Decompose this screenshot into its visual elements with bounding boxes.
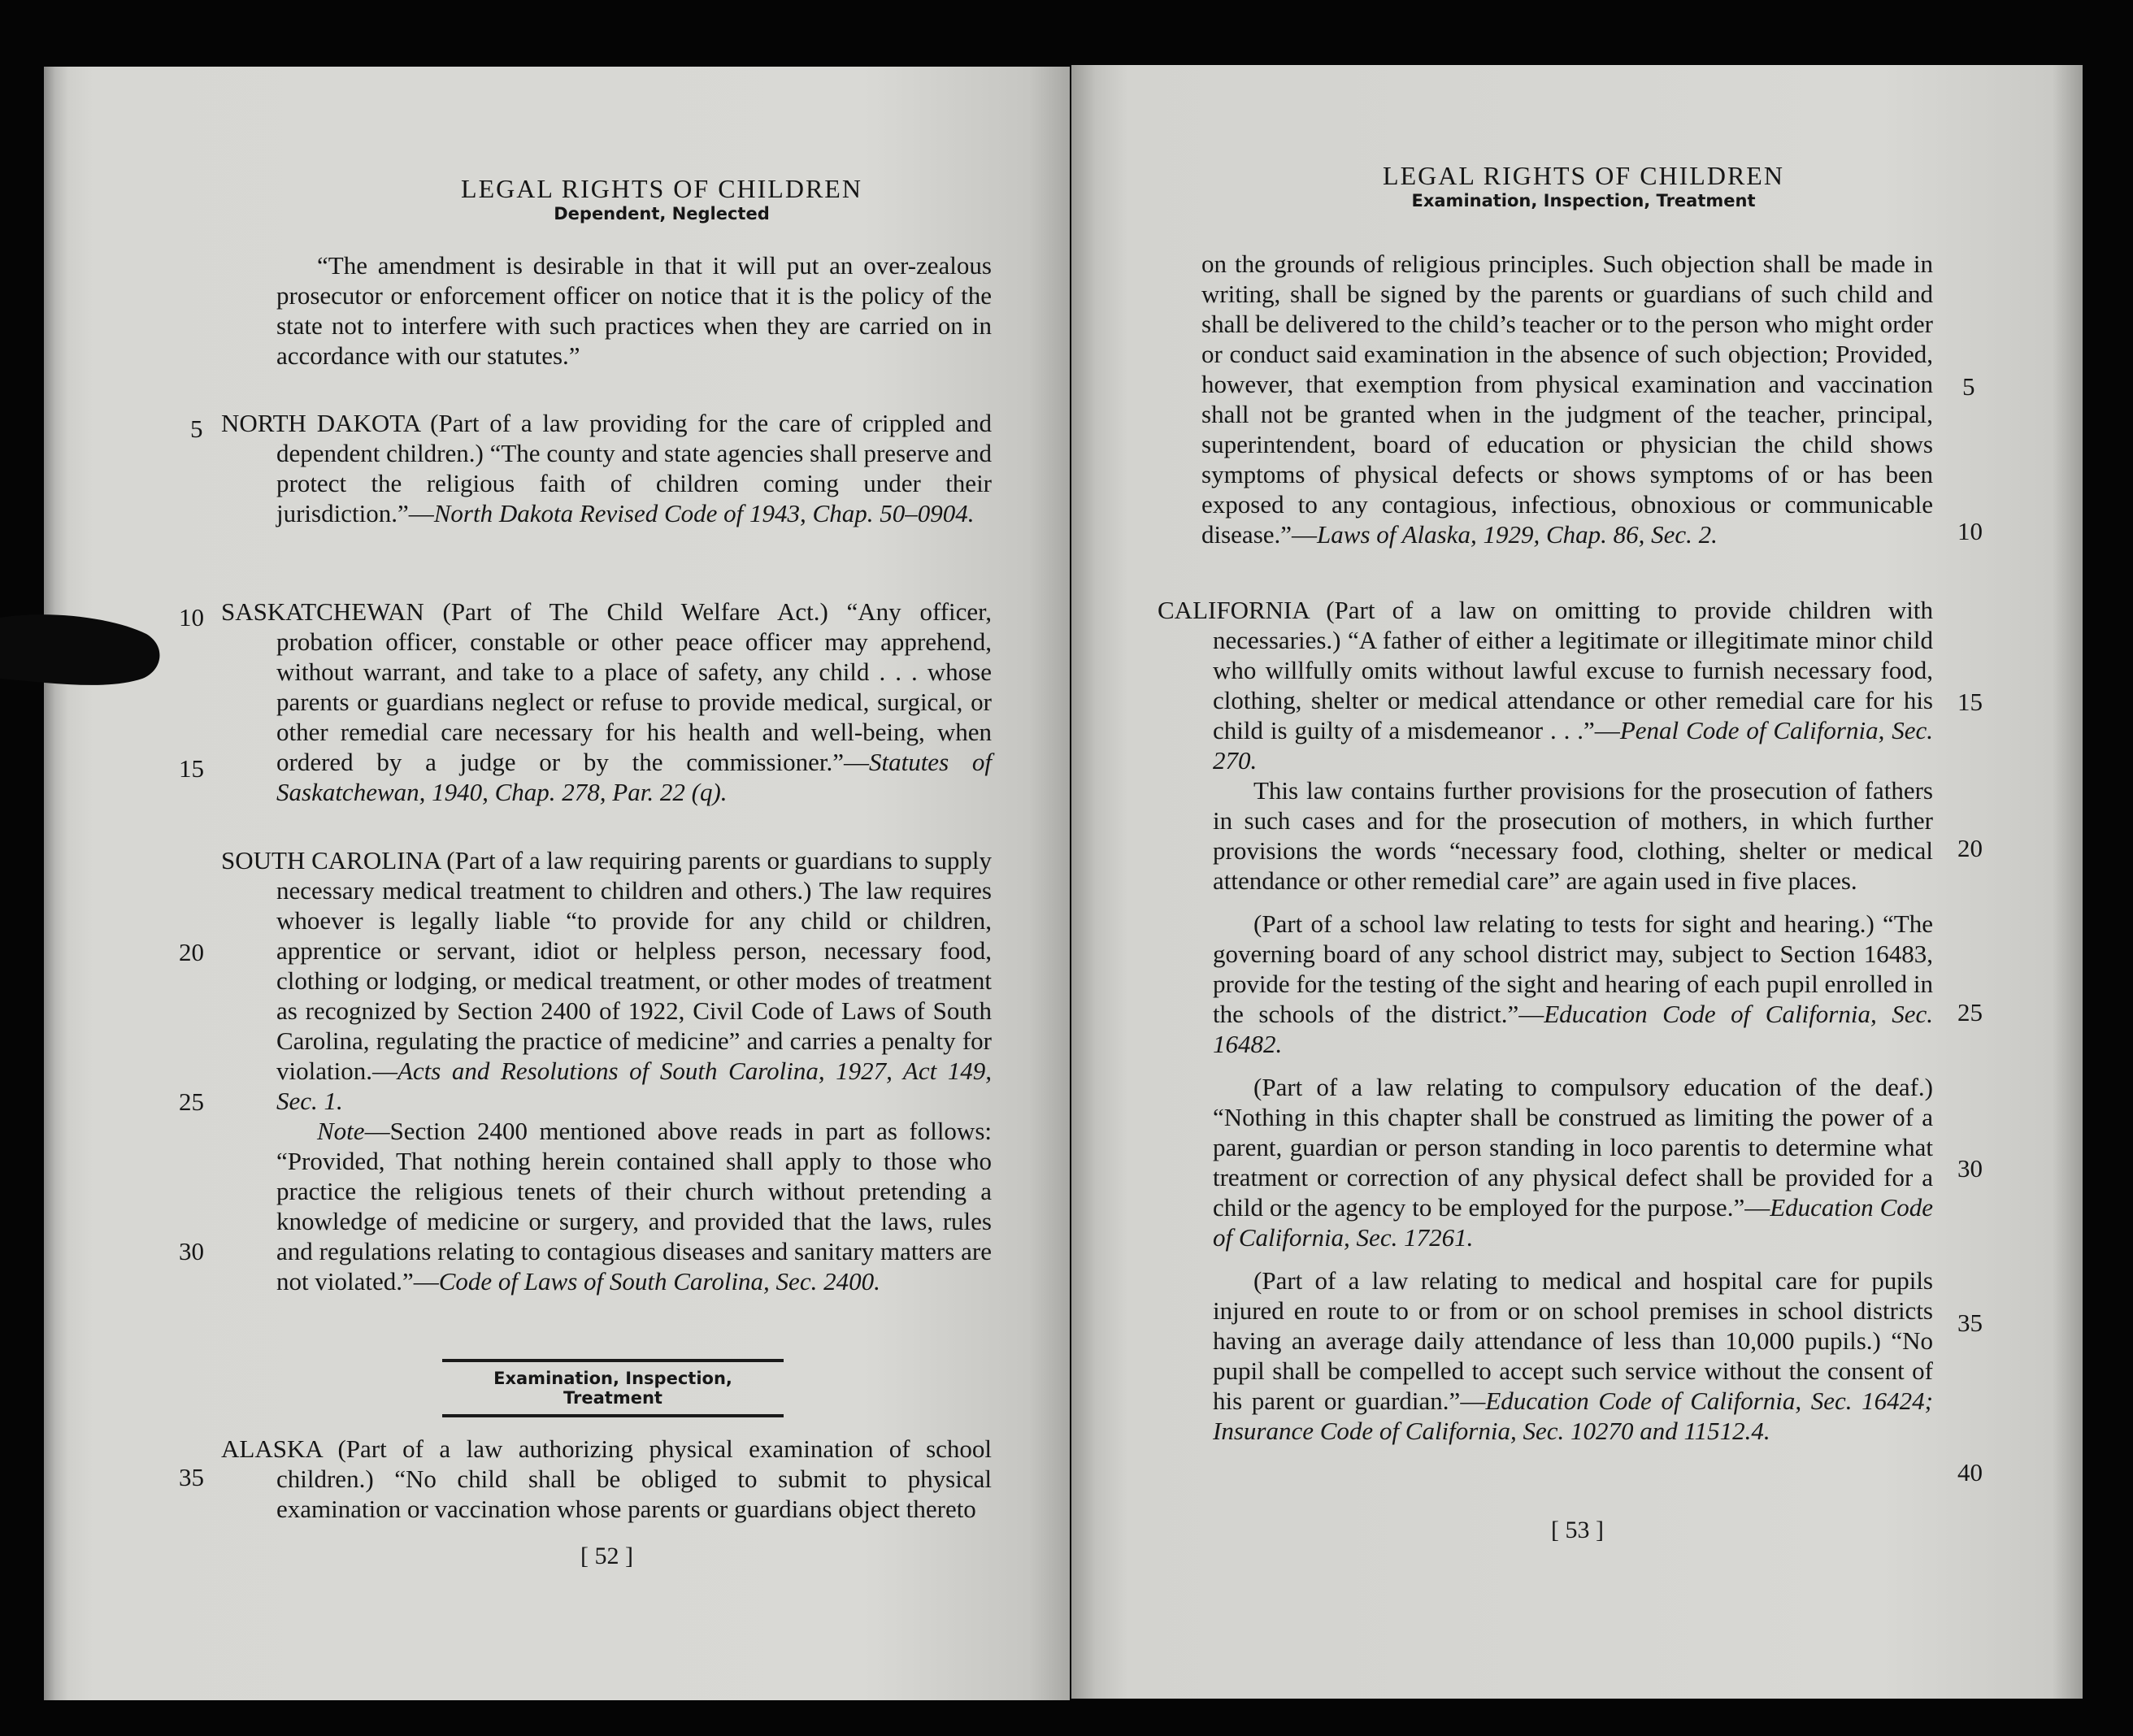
section-heading-box: Examination, Inspection, Treatment (442, 1359, 784, 1417)
hospital-care-text: (Part of a law relating to medical and hospital care for pupils injured en route to or from or on school premises in school districts having an average daily attendance of less than 10,000 pupils.) “No pupil shall be compelled to accept such service without the consent of his parent or guardian.”— (1213, 1266, 1933, 1415)
california-citation: Penal Code of California, Sec. 270. (1213, 716, 1933, 775)
left-quote-block (276, 250, 992, 371)
line-number: 25 (179, 1087, 204, 1116)
line-number: 25 (1957, 998, 1983, 1026)
saskatchewan-entry (221, 597, 992, 807)
north-dakota-citation: North Dakota Revised Code of 1943, Chap. 50–0904. (433, 499, 975, 527)
california-heading: CALIFORNIA (1158, 596, 1310, 624)
right-header-title: LEGAL RIGHTS OF CHILDREN (1383, 161, 1784, 190)
left-header-title: LEGAL RIGHTS OF CHILDREN (461, 174, 862, 203)
line-number: 15 (1957, 688, 1983, 716)
school-law-citation: Education Code of California, Sec. 16482. (1213, 1000, 1933, 1058)
deaf-education-text: (Part of a law relating to compulsory education of the deaf.) “Nothing in this chapter shall be construed as limiting the power of a parent, guardian or person standing in loco parentis to determine what treatment or correction of any physical defect shall be provided for a child or the agency to be employed for the purpose.”— (1213, 1073, 1933, 1222)
line-number: 10 (179, 603, 204, 631)
alaska-continued-text: on the grounds of religious principles. Such objection shall be made in writing, shall be signed by the parents or guardians of such child and shall be delivered to the child’s teacher or to the person who might order or conduct said examination in the absence of such objection; Provided, however, that exemption from physical examination and vaccination shall not be granted when in the judgment of the teacher, principal, superintendent, board of education or physician the child shows symptoms of physical defects or shows symptoms of or has been exposed to any contagious, infectious, obnoxious or communicable disease.”— (1201, 250, 1933, 549)
line-number: 35 (1957, 1309, 1983, 1337)
line-number: 15 (179, 754, 204, 783)
deaf-education-citation: Education Code of California, Sec. 17261. (1213, 1193, 1933, 1252)
line-number: 20 (179, 938, 204, 966)
alaska-citation: Laws of Alaska, 1929, Chap. 86, Sec. 2. (1317, 520, 1718, 549)
south-carolina-entry (221, 845, 992, 1296)
note-label: Note (317, 1117, 365, 1145)
south-carolina-heading: SOUTH CAROLINA (221, 846, 441, 875)
alaska-text: (Part of a law authorizing physical examination of school children.) “No child shall be obliged to submit to physical examination or vaccination whose parents or guardians object thereto (276, 1434, 992, 1523)
line-number: 40 (1957, 1458, 1983, 1486)
right-page-number: [ 53 ] (1551, 1517, 1604, 1543)
note-citation: Code of Laws of South Carolina, Sec. 2400. (438, 1267, 880, 1295)
alaska-heading: ALASKA (221, 1434, 323, 1463)
north-dakota-entry (221, 408, 992, 528)
california-para-3 (1158, 909, 1933, 1059)
line-number: 5 (190, 414, 203, 443)
line-number: 10 (1957, 517, 1983, 545)
north-dakota-text: (Part of a law providing for the care of crippled and dependent children.) “The county and state agencies shall preserve and protect the religious faith of children coming under their jurisdiction.”— (276, 409, 993, 527)
south-carolina-citation: Acts and Resolutions of South Carolina, 1927, Act 149, Sec. 1. (276, 1057, 992, 1115)
right-header-subtitle: Examination, Inspection, Treatment (1411, 191, 1756, 210)
california-para-5 (1158, 1265, 1933, 1446)
alaska-continuation (1201, 249, 1933, 549)
amendment-quote: “The amendment is desirable in that it will put an over-zealous prosecutor or enforcement officer on notice that it is the policy of the state not to interfere with such practices when they are carried on in accordance with our statutes.” (276, 251, 992, 370)
line-number: 30 (1957, 1154, 1983, 1183)
california-entry (1158, 595, 1933, 1446)
left-header-subtitle: Dependent, Neglected (554, 204, 770, 224)
left-running-header (353, 174, 971, 224)
school-law-text: (Part of a school law relating to tests for sight and hearing.) “The governing board of any school district may, subject to Section 16483, provide for the testing of the sight and hearing of each pupil enrolled in the schools of the district.”— (1213, 909, 1933, 1028)
saskatchewan-heading: SASKATCHEWAN (221, 597, 424, 626)
hospital-care-citation: Education Code of California, Sec. 16424; Insurance Code of California, Sec. 10270 and 11512.4. (1213, 1387, 1933, 1445)
left-page (44, 67, 1070, 1700)
left-page-number: [ 52 ] (580, 1543, 633, 1569)
south-carolina-note (221, 1116, 992, 1296)
north-dakota-heading: NORTH DAKOTA (221, 409, 420, 437)
note-text: —Section 2400 mentioned above reads in part as follows: “Provided, That nothing herein contained shall apply to those who practice the religious tenets of their church without pretending a knowledge of medicine or surgery, and provided that the laws, rules and regulations relating to contagious diseases and sanitary matters are not violated.”— (276, 1117, 992, 1295)
california-para-4 (1158, 1072, 1933, 1252)
south-carolina-text: (Part of a law requiring parents or guardians to supply necessary medical treatment to children and others.) The law requires whoever is legally liable “to provide for any child or children, apprentice or servant, idiot or helpless person, necessary food, clothing or lodging, or medical treatment, or other modes of treatment as recognized by Section 2400 of 1922, Civil Code of Laws of South Carolina, regulating the practice of medicine” and carries a penalty for violation.— (276, 846, 992, 1085)
right-page (1071, 65, 2083, 1699)
line-number: 30 (179, 1237, 204, 1265)
california-text: (Part of a law on omitting to provide children with necessaries.) “A father of either a legitimate or illegitimate minor child who willfully omits without lawful excuse to furnish necessary food, clothing, shelter or medical attendance or other remedial care for his child is guilty of a misdemeanor . . .”— (1213, 596, 1933, 744)
finger-shadow (0, 601, 163, 691)
line-number: 35 (179, 1463, 204, 1491)
right-running-header (1250, 161, 1917, 210)
line-number: 20 (1957, 834, 1983, 862)
california-para-2: This law contains further provisions for the prosecution of fathers in such cases and for the prosecution of mothers, in which further provisions the words “necessary food, clothing, shelter or medical attendance or other remedial care” are again used in five places. (1213, 776, 1933, 895)
line-number: 5 (1962, 372, 1975, 401)
alaska-entry (221, 1434, 992, 1524)
saskatchewan-text: (Part of The Child Welfare Act.) “Any officer, probation officer, constable or other peace officer may apprehend, without warrant, and take to a place of safety, any child . . . whose parents or guardians neglect or refuse to provide medical, surgical, or other remedial care necessary for his health and well-being, when ordered by a judge or by the commissioner.”— (276, 597, 992, 776)
saskatchewan-citation: Statutes of Saskatchewan, 1940, Chap. 278, Par. 22 (q). (276, 748, 992, 806)
